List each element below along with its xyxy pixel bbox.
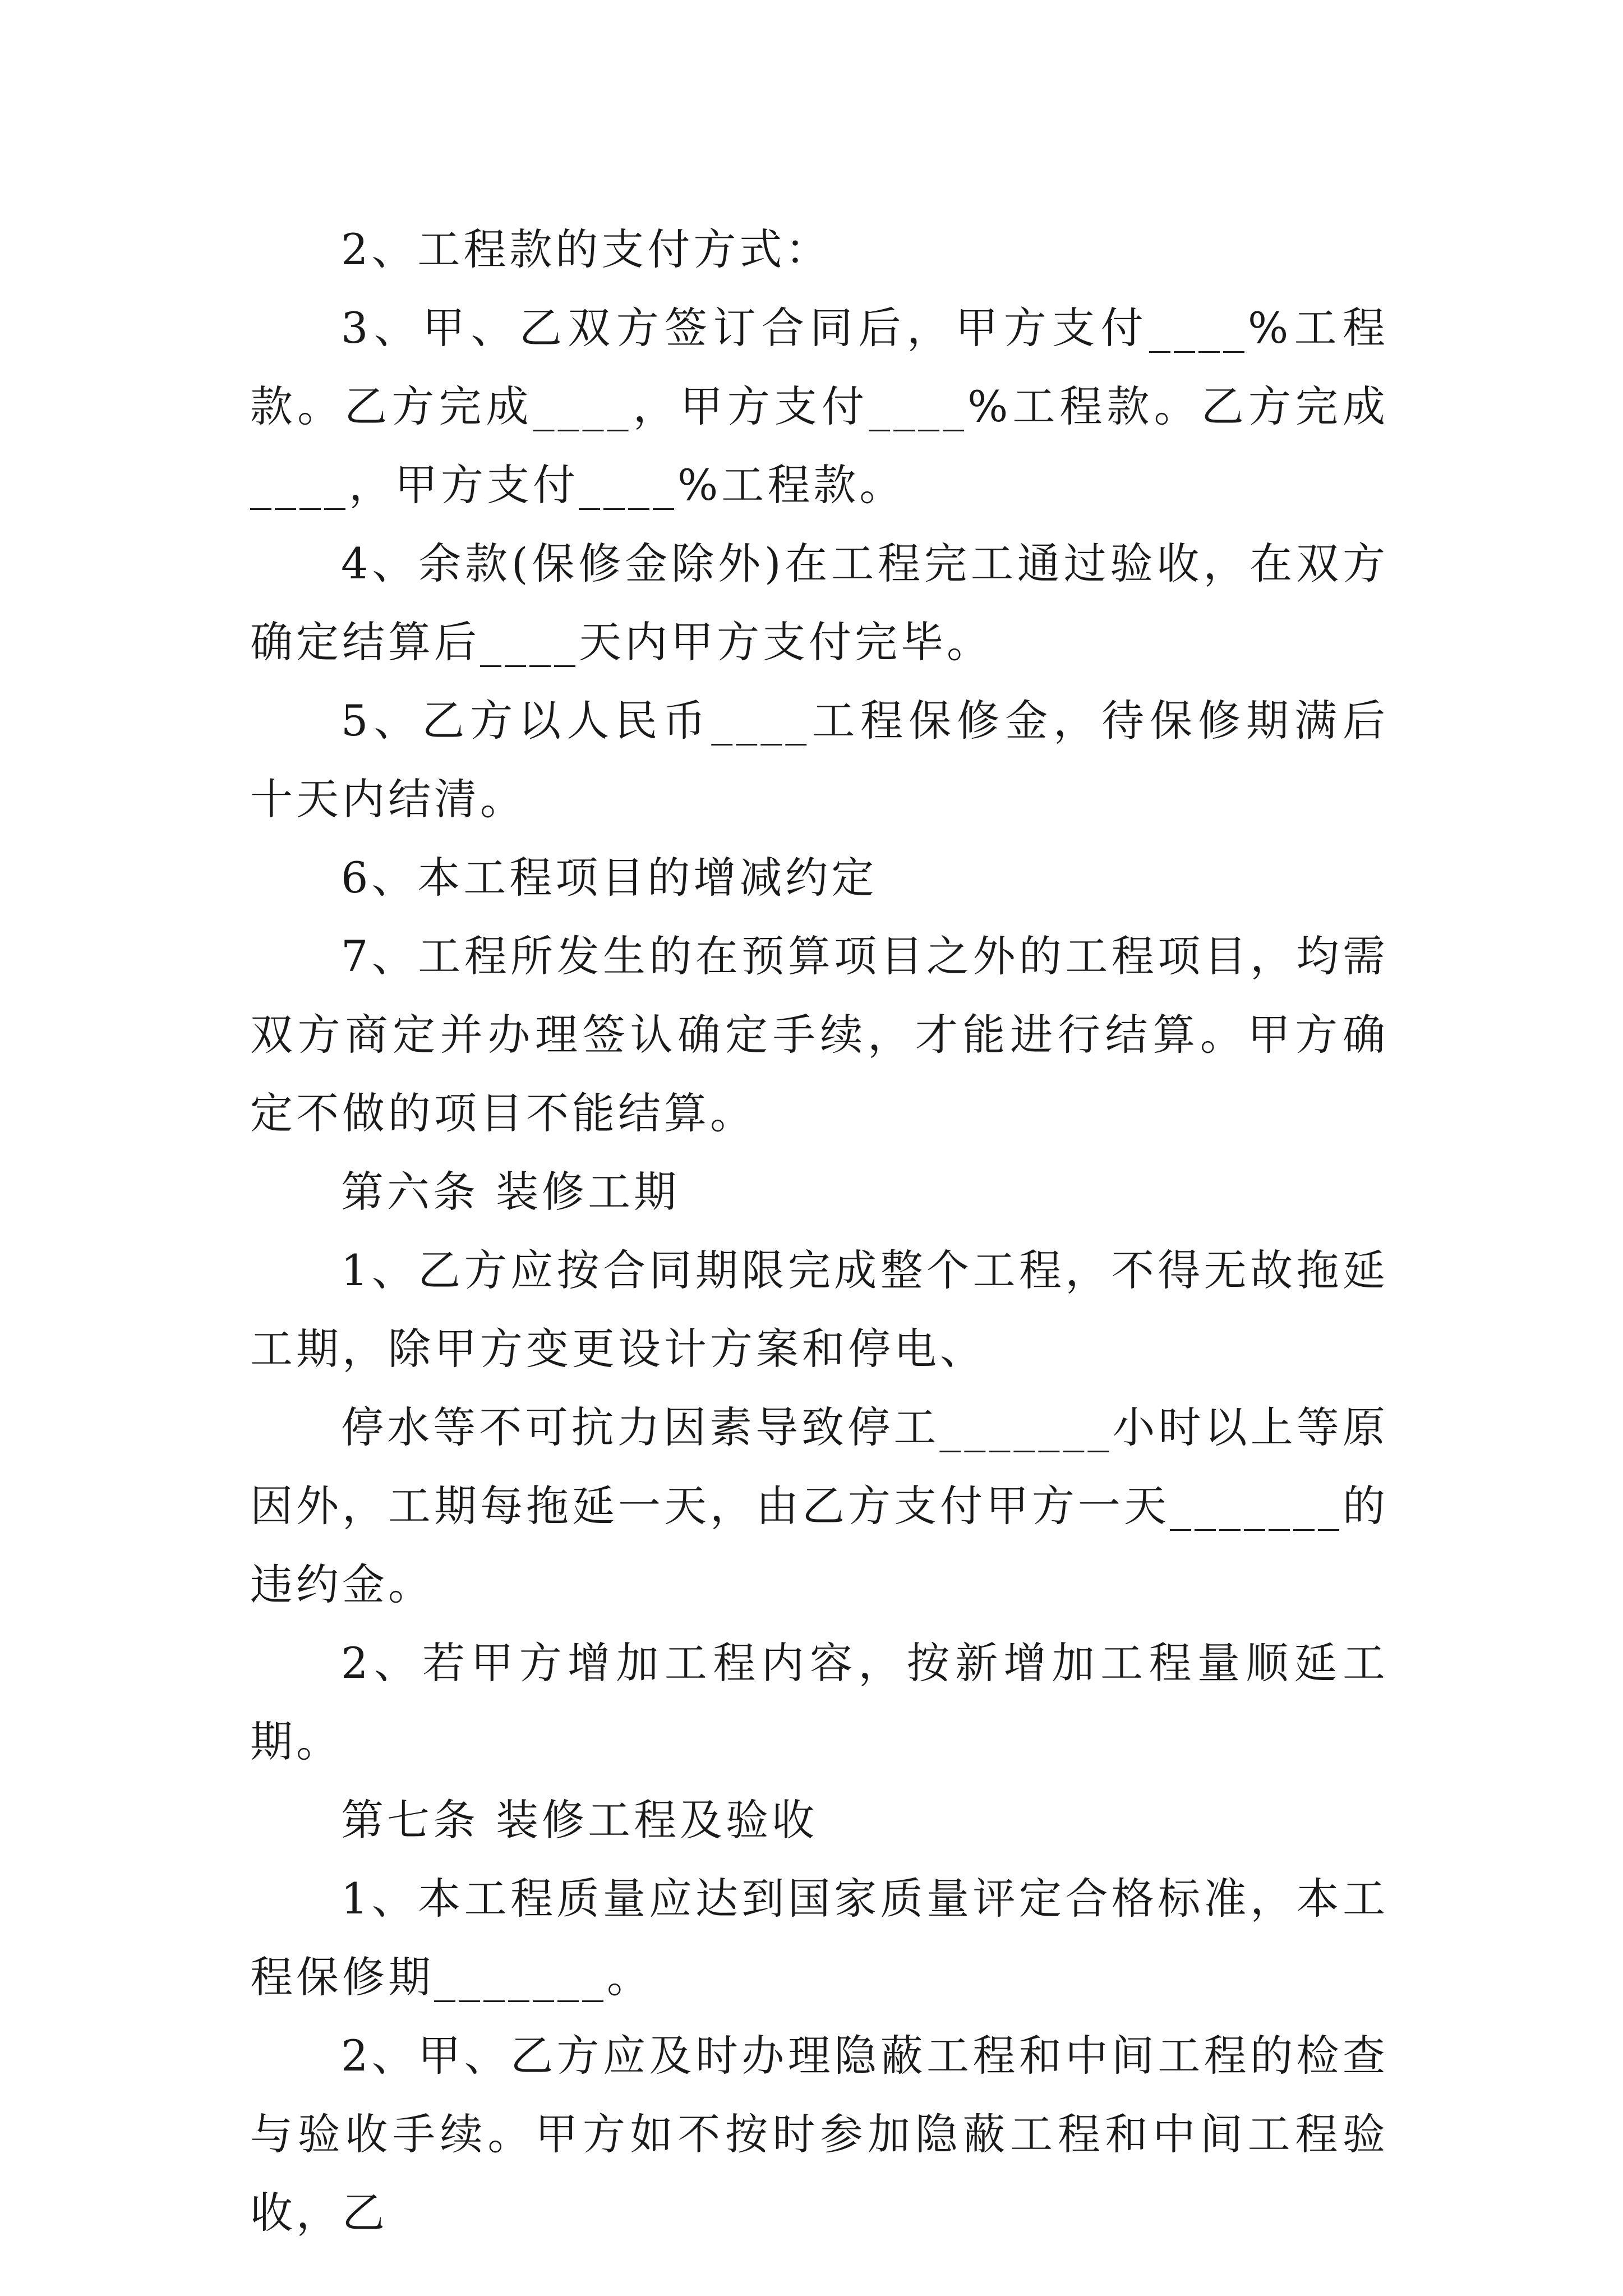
paragraph-balance-payment: 4、余款(保修金除外)在工程完工通过验收，在双方确定结算后____天内甲方支付完毕。 — [250, 539, 1389, 667]
paragraph-completion-deadline: 1、乙方应按合同期限完成整个工程，不得无故拖延工期，除甲方变更设计方案和停电、 — [250, 1245, 1389, 1374]
heading-article-seven: 第七条 装修工程及验收 — [341, 1795, 818, 1845]
paragraph-quality-standard: 1、本工程质量应达到国家质量评定合格标准，本工程保修期_______。 — [250, 1874, 1389, 2002]
paragraph-item-changes: 6、本工程项目的增减约定 — [341, 853, 878, 903]
paragraph-payment-schedule: 3、甲、乙双方签订合同后，甲方支付____%工程款。乙方完成____，甲方支付____%工程款。乙方完成____，甲方支付____%工程款。 — [250, 303, 1389, 510]
document-body — [250, 210, 1389, 2252]
paragraph-warranty-deposit: 5、乙方以人民币____工程保修金，待保修期满后十天内结清。 — [250, 696, 1389, 824]
paragraph-schedule-extension: 2、若甲方增加工程内容，按新增加工程量顺延工期。 — [250, 1638, 1389, 1766]
paragraph-delay-penalty: 停水等不可抗力因素导致停工_______小时以上等原因外，工期每拖延一天，由乙方支付甲方一天_______的违约金。 — [250, 1402, 1389, 1609]
paragraph-payment-method: 2、工程款的支付方式： — [341, 224, 832, 274]
paragraph-extra-items: 7、工程所发生的在预算项目之外的工程项目，均需双方商定并办理签认确定手续，才能进行结算。甲方确定不做的项目不能结算。 — [250, 931, 1389, 1138]
paragraph-inspection: 2、甲、乙方应及时办理隐蔽工程和中间工程的检查与验收手续。甲方如不按时参加隐蔽工程和中间工程验收，乙 — [250, 2031, 1389, 2238]
heading-article-six: 第六条 装修工期 — [341, 1167, 680, 1217]
